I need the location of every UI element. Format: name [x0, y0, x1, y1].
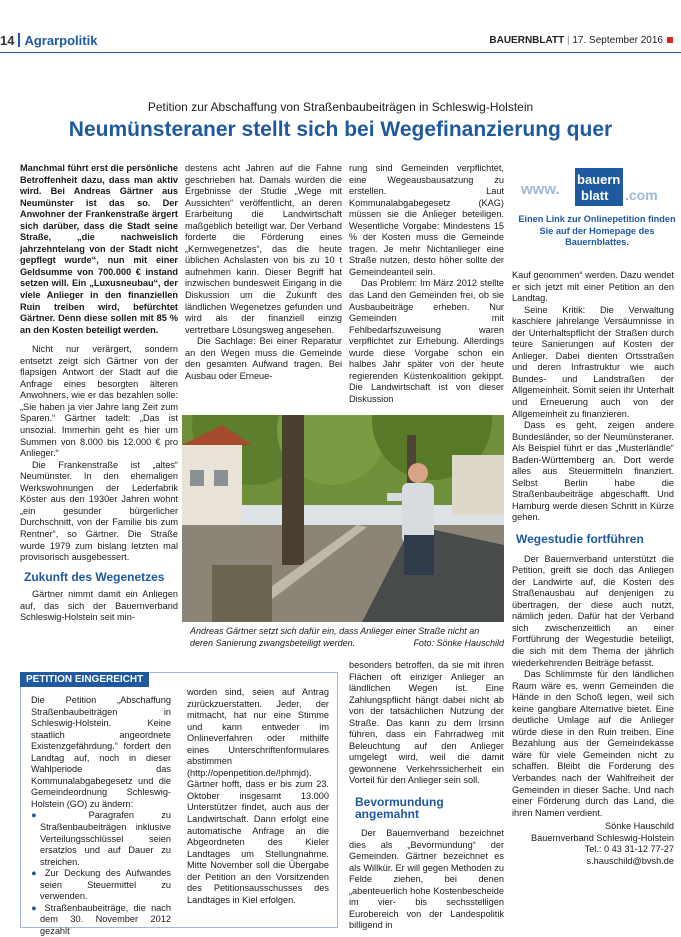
photo-credit: Foto: Sönke Hauschild — [413, 637, 504, 648]
logo-bauern: bauern — [577, 172, 621, 187]
petition-box — [20, 672, 338, 936]
publication-name: BAUERNBLATT — [489, 35, 565, 46]
petition-intro: Die Petition „Abschaffung Straßenbaubeiträgen in Schleswig-Holstein. Keine staatlich angeordnete Existenzgefährdung.“ fordert den Landtag auf, noch in dieser Wahlperiode das Kommunalabgabegesetz und die Gemeindeordnung Schleswig-Holstein (GO) zu ändern: — [31, 695, 171, 809]
issue-date: 17. September 2016 — [572, 35, 663, 46]
paragraph: rung sind Gemeinden verpflichtet, eine Wegeausbausatzung zu erstellen. Laut Kommunalabgabegesetz (KAG) müssen sie die Anlieger beteiligen. Wesentliche Vorgabe: Mindestens 15 % der Kosten muss die Gemeinde tragen. Je mehr Nichtanlieger eine Straße nutzen, desto höher sollte der Gemeindeanteil sein. — [349, 163, 504, 277]
column-4 — [512, 270, 674, 867]
paragraph: Kauf genommen“ werden. Dazu wendet er sich jetzt mit einer Petition an den Landtag. — [512, 270, 674, 304]
author-organization: Bauernverband Schleswig-Holstein — [531, 832, 674, 843]
header-rule — [0, 52, 681, 53]
petition-bullet: ● Zur Deckung des Aufwandes seien Steuermittel zu verwenden. — [31, 868, 171, 902]
subheading: Wegestudie fortführen — [516, 532, 644, 547]
page-number: 14 — [0, 33, 15, 48]
publication-info: BAUERNBLATT | 17. September 2016 — [489, 35, 673, 46]
article-headline: Neumünsteraner stellt sich bei Wegefinanzierung quer — [68, 118, 613, 141]
petition-bullet: ● Paragrafen zu Straßenbaubeiträgen inklusive Verteilungsschlüssel seien ersatzlos und auf Dauer zu streichen. — [31, 810, 171, 867]
subheading: Bevormundung angemahnt — [355, 795, 444, 821]
bullet-icon: ● — [31, 902, 45, 913]
paragraph: Gärtner nimmt damit ein Anliegen auf, das sich der Bauernverband Schleswig-Holstein seit min- — [20, 589, 178, 623]
paragraph: Die Frankenstraße ist „altes“ Neumünster. In den ehemaligen Werkswohnungen der Lederfabrik Köster aus den 1930er Jahren wohnt „ein gesunder bürgerlicher Durchschnitt, von der Familie bis zum Rentner“, so Gärtner. Die Straße wurde 1979 zum bislang letzten mal provisorisch ausgebessert. — [20, 459, 178, 563]
red-square-icon — [667, 37, 673, 43]
paragraph: Seine Kritik: Die Verwaltung kaschiere jahrelange Versäumnisse in der Unterhaltspflicht der Straßen durch teure Sanierungen auf Kosten der Anlieger. Dabei dienten Ortsstraßen und deren Infrastruktur wie auch Bundes- und Landstraßen der Allgemeinheit. Somit seien ihr Unterhalt und Erneuerung auch von der Allgemeinheit zu finanzieren. — [512, 304, 674, 419]
paragraph: Der Bauernverband bezeichnet dies als „Bevormundung“ der Gemeinden. Gärtner bezeichnet es als Willkür. Er will gegen Methoden zu Felde ziehen, bei denen „abenteuerlich hohe Kostenbescheide im vier- bis sechsstelligen Eurobereich von der Landespolitik billigend in — [349, 828, 504, 931]
paragraph: Das Problem: Im März 2012 stellte das Land den Gemeinden frei, ob sie Ausbaubeiträge erheben. Nur Gemeinden mit Fehlbedarfszuweisung waren verpflichtet zur Erhebung. Allerdings wurde diese Vorgabe schon ein halbes Jahr später von der heute regierenden Küstenkoalition gekippt. Die Landwirtschaft ist von dieser Diskussion — [349, 278, 504, 404]
logo-tld: .com — [625, 187, 658, 203]
paragraph: Die Sachlage: Bei einer Reparatur an den Wegen muss die Gemeinde den gesamten Aufwand tragen. Bei Ausbau oder Erneue- — [185, 336, 342, 381]
article-lead: Manchmal führt erst die persönliche Betroffenheit dazu, dass man aktiv wird. Bei Andreas Gärtner aus Neumünster ist das so. Der Anwohner der Frankenstraße ärgert sich darüber, dass die Stadt seine Straße, „die nachweislich jahrzehntelang von der Stadt nicht gepflegt wurde“, nun mit einer Geldsumme von 700.000 € instand setzen will. Ein „Luxusneubau“, der viele Anlieger in den finanziellen Ruin treiben wird, befürchtet Gärtner. Denn diese sollen mit 85 % an den Kosten beteiligt werden. — [20, 163, 178, 335]
promo-text: Einen Link zur Onlinepetition finden Sie auf der Homepage des Bauernblattes. — [518, 214, 676, 247]
author-block — [512, 821, 674, 867]
paragraph: Dass es geht, zeigen andere Bundesländer, so der Neumünsteraner. Als Beispiel führt er das „Musterländle“ Baden-Württemberg an. Dort werde alles aus Steuermitteln finanziert. Selbst Berlin habe die Straßenbaubeiträge abgeschafft. Und Hamburg werde diesen Schritt in Kürze gehen. — [512, 420, 674, 523]
petition-right-column — [187, 687, 329, 906]
column-1 — [20, 163, 178, 624]
page-header — [0, 33, 97, 48]
article-photo — [182, 415, 504, 622]
column-2 — [185, 163, 342, 382]
petition-bullet: ● Straßenbaubeiträge, die nach dem 30. November 2012 gezahlt — [31, 902, 171, 936]
petition-right-text: worden sind, seien auf Antrag zurückzuerstatten. Jeder, der mitmacht, hat nur eine Stimme und kann entweder im Onlineverfahren oder mithilfe eines Unterschriftenformulares abstimmen (http://openpetition.de/!phmjd). Gärtner hofft, dass er bis zum 23. Oktober insgesamt 13.000 Unterstützer findet, auch aus der Landwirtschaft. Dann erfolgt eine automatische Anfrage an die Abgeordneten des Kieler Landtages um Stellungnahme. Mitte November soll die Übergabe der Petition an den Vorsitzenden des Petitionsausschusses des Landtages in Kiel erfolgen. — [187, 687, 329, 905]
paragraph: destens acht Jahren auf die Fahne geschrieben hat. Damals wurden die Ergebnisse der Studie „Wege mit Aussichten“ veröffentlicht, an deren Erarbeitung die Landwirtschaft maßgeblich beteiligt war. Der Verband forderte die Förderung eines „Kernwegenetzes“, das die heute üblichen Achslasten von bis zu 10 t aufnehmen kann. Dieser Begriff hat inzwischen bundesweit Eingang in die Diskussion um die Zukunft des ländlichen Wegenetzes gefunden und wird als der finanziell einzig vertretbare Lösungsweg angesehen. — [185, 163, 342, 335]
paragraph: Nicht nur verärgert, sondern entsetzt zeigt sich Gärtner von der flapsigen Antwort der Stadt auf die Anfrage eines besorgten älteren Anwohners, wie er das bezahlen solle: „Sie haben ja vier Jahre lang Zeit zum Sparen.“ Gärtner tadelt: „Das ist unsozial. Immerhin geht es hier um Summen von 8.000 bis 12.000 € pro Anlieger.“ — [20, 344, 178, 459]
article-kicker: Petition zur Abschaffung von Straßenbaubeiträgen in Schleswig-Holstein — [147, 100, 534, 114]
section-title: Agrarpolitik — [24, 33, 98, 48]
photo-caption: Andreas Gärtner setzt sich dafür ein, dass Anlieger einer Straße nicht an deren Sanierung zwangsbeteiligt werden. Foto: Sönke Hauschild — [190, 626, 504, 648]
petition-box-title: PETITION EINGEREICHT — [20, 672, 149, 687]
column-3-bottom — [349, 660, 504, 932]
photo-caption-block — [190, 626, 504, 649]
header-divider — [18, 33, 20, 47]
bullet-icon: ● — [31, 868, 45, 879]
paragraph: Das Schlimmste für den ländlichen Raum wäre es, wenn Gemeinden die Hände in den Schoß legen, weil sich keine gangbare Alternative bietet. Eine deutliche Umlage auf die Anlieger würde diese in den Ruin treiben. Eine Bezahlung aus der Gemeindekasse wäre für viele Gemeinden nicht zu schaffen. Bleibt die Forderung des Verbandes nach der Wahlfreiheit der Gemeinden in dieser Sache. Und nach einer Förderung durch das Land, die ihren Namen verdient. — [512, 669, 674, 818]
paragraph: besonders betroffen, da sie mit ihren Flächen oft einziger Anlieger an ländlichen Wegen ist. Eine Zahlungspflicht hängt dabei nicht ab von der tatsächlichen Nutzung der Straße. Das kann zu dem Irrsinn führen, dass ein Fahrradweg mit Beleuchtung auf den Anlieger umgelegt wird, weil die damit gewonnene Verkehrssicherheit ein Vorteil für den Anlieger sein soll. — [349, 660, 504, 786]
bauernblatt-logo-image — [517, 162, 677, 212]
bullet-icon: ● — [31, 810, 89, 821]
author-name: Sönke Hauschild — [605, 821, 674, 832]
logo-www: www. — [521, 181, 560, 198]
author-phone: Tel.: 0 43 31-12 77-27 — [584, 844, 674, 855]
street-photo-image — [182, 415, 504, 622]
petition-left-column — [31, 695, 171, 937]
author-email[interactable]: s.hauschild@bvsh.de — [586, 855, 674, 866]
bauernblatt-logo[interactable] — [517, 162, 677, 212]
logo-blatt: blatt — [581, 188, 609, 203]
column-3-top — [349, 163, 504, 405]
subheading: Zukunft des Wegenetzes — [24, 569, 165, 584]
paragraph: Der Bauernverband unterstützt die Petition, greift sie doch das Anliegen der Landwirte auf, die Kosten des Straßenausbau auf denjenigen zu übertragen, der diese auch nutzt, nämlich jeden. Dafür hat der Verband sich zwischenzeitlich an einer Fortführung der Wegestudie beteiligt, die sich mit dem Thema der jährlich wiederkehrenden Beiträge befasst. — [512, 553, 674, 668]
